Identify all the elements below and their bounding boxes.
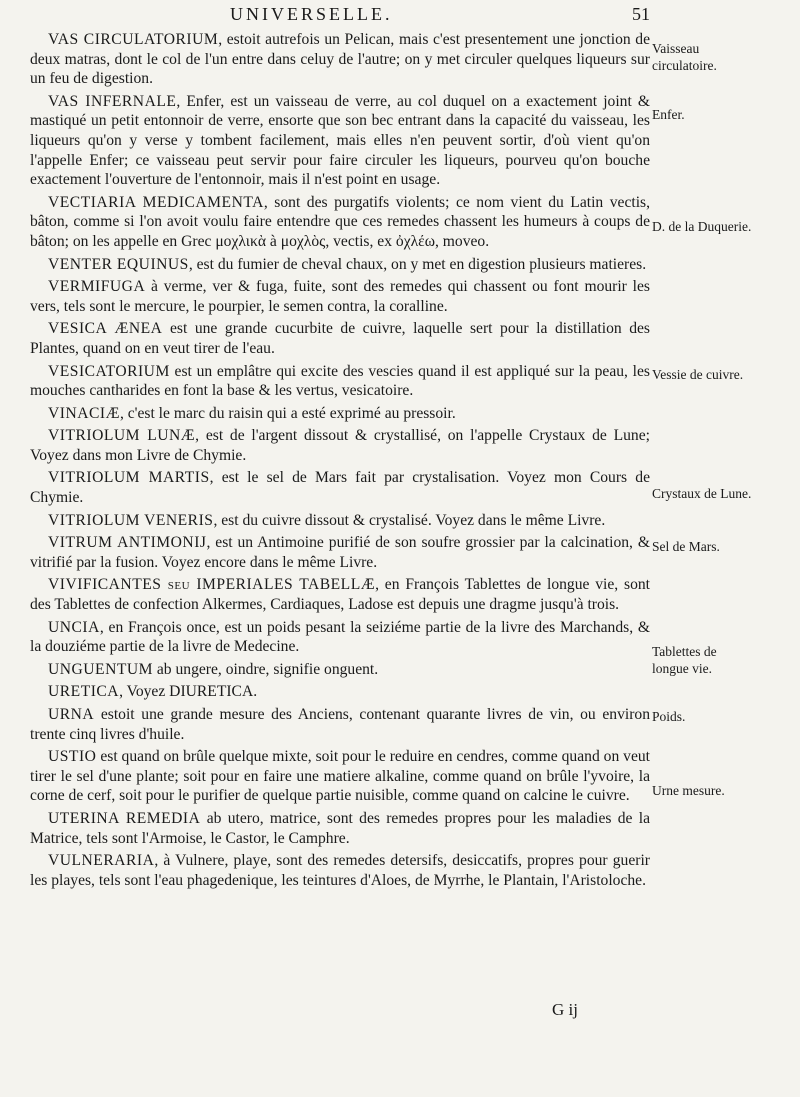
entry: VECTIARIA MEDICAMENTA, sont des purgatifs violents; ce nom vient du Latin vectis, bâton, comme si l'on avoit voulu faire entendre que ces remedes chassent les humeurs à coups de bâton; on les appelle en Grec μοχλικὰ à μοχλὸς, vectis, ex ὀχλέω, moveo. xyxy=(30,193,650,250)
entry: VULNERARIA, à Vulnere, playe, sont des remedes detersifs, desiccatifs, propres pour guerir les playes, tels sont l'eau phagedenique, les teintures d'Aloes, de Myrrhe, le Plantain, l'Aristoloche. xyxy=(30,852,650,889)
entry: VESICATORIUM est un emplâtre qui excite des vescies quand il est appliqué sur la peau, les mouches cantharides en font la base & les vertus, vesicatoire. xyxy=(30,362,650,400)
margin-note: Sel de Mars. xyxy=(652,539,720,554)
running-header xyxy=(230,4,650,25)
entry: VAS CIRCULATORIUM, estoit autrefois un Pelican, mais c'est presentement une jonction de deux matras, dont le col de l'un entre dans celuy de l'autre; on y met circuler quelques liqueurs sur un feu de digestion. xyxy=(30,31,650,88)
entry: VERMIFUGA à verme, ver & fuga, fuite, sont des remedes qui chassent ou font mourir les vers, tels sont le mercure, le pourpier, le semen contra, la coralline. xyxy=(30,278,650,315)
margin-note: Urne mesure. xyxy=(652,783,725,798)
header-title: UNIVERSELLE. xyxy=(230,4,393,24)
entry: UNGUENTUM ab ungere, oindre, signifie onguent. xyxy=(48,660,379,678)
entry: VITRIOLUM VENERIS, est du cuivre dissout & crystalisé. Voyez dans le même Livre. xyxy=(48,511,606,529)
margin-note: Vaisseau circulatoire. xyxy=(652,41,717,73)
margin-note: Tablettes de longue vie. xyxy=(652,644,717,676)
body-text xyxy=(30,30,650,893)
margin-note: Vessie de cuivre. xyxy=(652,367,744,382)
entry: UTERINA REMEDIA ab utero, matrice, sont des remedes propres pour les maladies de la Matrice, tels sont l'Armoise, le Castor, le Camphre. xyxy=(30,809,651,847)
entry: USTIO est quand on brûle quelque mixte, soit pour le reduire en cendres, comme quand on veut tirer le sel d'une plante; soit pour en faire une matiere alkaline, comme quand on brûle l'yvoire, la corne de cerf, soit pour le purifier de quelque partie nuisible, comme quand on calcine le cuivre. xyxy=(30,748,650,805)
entry: VITRUM ANTIMONIJ, est un Antimoine purifié de son soufre grossier par la calcination, & vitrifié par la fusion. Voyez encore dans le même Livre. xyxy=(30,534,650,571)
margin-note: Poids. xyxy=(652,709,686,724)
entry: URETICA, Voyez DIURETICA. xyxy=(48,683,258,701)
entry: VIVIFICANTES seu IMPERIALES TABELLÆ, en François Tablettes de longue vie, sont des Tablettes de confection Alkermes, Cardiaques, Ladose est depuis une dragme jusqu'à trois. xyxy=(30,576,651,614)
entry: VITRIOLUM MARTIS, est le sel de Mars fait par crystalisation. Voyez mon Cours de Chymie. xyxy=(30,469,650,507)
entry: VESICA ÆNEA est une grande cucurbite de cuivre, laquelle sert pour la distillation des Plantes, quand on en veut tirer de l'eau. xyxy=(30,320,651,357)
signature-mark: G ij xyxy=(552,1000,578,1019)
entry: VAS INFERNALE, Enfer, est un vaisseau de verre, au col duquel on a exactement joint & mastiqué un petit entonnoir de verre, ensorte que son bec entrant dans la capacité du vaisseau, les liqueurs qu'on y verse y tombent facilement, mais elles n'en peuvent sortir, d'où vient qu'on l'appelle Enfer; ce vaisseau peut servir pour faire circuler les liqueurs, pourveu qu'on bouche exactement l'ouverture de l'entonnoir, mais il n'est point en usage. xyxy=(30,92,650,189)
margin-note: D. de la Duquerie. xyxy=(652,219,752,234)
entry: VENTER EQUINUS, est du fumier de cheval chaux, on y met en digestion plusieurs matieres. xyxy=(48,255,647,273)
entry: URNA estoit une grande mesure des Anciens, contenant quarante livres de vin, ou environ trente cinq livres d'huile. xyxy=(30,706,650,743)
margin-note: Crystaux de Lune. xyxy=(652,486,752,501)
entry: VITRIOLUM LUNÆ, est de l'argent dissout & crystallisé, on l'appelle Crystaux de Lune; Voyez dans mon Livre de Chymie. xyxy=(30,427,650,464)
entry: VINACIÆ, c'est le marc du raisin qui a esté exprimé au pressoir. xyxy=(48,404,456,422)
entry: UNCIA, en François once, est un poids pesant la seiziéme partie de la livre des Marchands, & la douziéme partie de la livre de Medecine. xyxy=(30,618,650,656)
page-number: 51 xyxy=(632,4,650,24)
margin-note: Enfer. xyxy=(652,107,685,122)
